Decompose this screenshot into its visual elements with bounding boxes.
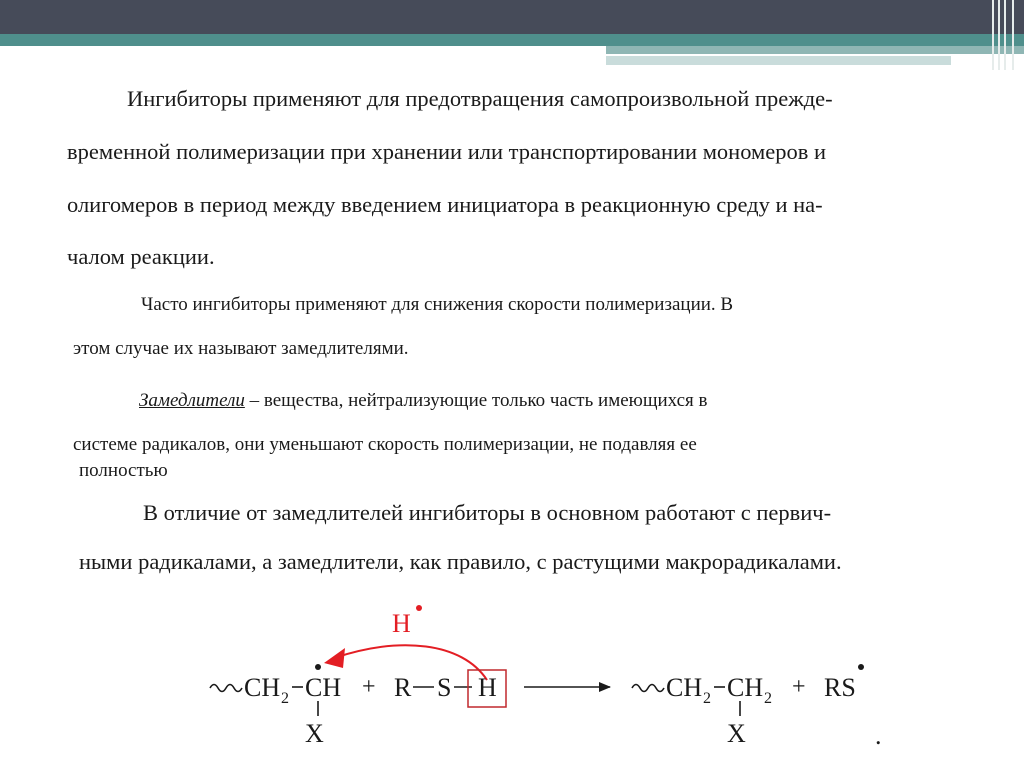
paragraph1-line2: временной полимеризации при хранении или транспортировании мономеров и (67, 139, 827, 164)
paragraph3-line1 (139, 390, 707, 412)
radical-dot-right (858, 664, 864, 670)
paragraph4-line2: ными радикалами, а замедлители, как правило, с растущими макрорадикалами. (79, 549, 842, 574)
right-ch2-b: CH (727, 673, 764, 702)
plus-sign-2: + (792, 674, 806, 700)
paragraph2-line2: этом случае их называют замедлителями. (73, 338, 409, 359)
top-teal-bar (0, 34, 1024, 46)
product-rs: RS (824, 673, 856, 702)
paragraph2-line1: Часто ингибиторы применяют для снижения скорости полимеризации. В (141, 294, 734, 315)
wavy-chain-right (632, 685, 664, 692)
right-x: X (727, 719, 746, 748)
paragraph4-line1: В отличие от замедлителей ингибиторы в основном работают с первич- (143, 500, 832, 525)
h-radical-dot (416, 605, 422, 611)
teal-accent-bar-light (606, 56, 951, 65)
reaction-scheme (0, 590, 1024, 760)
radical-dot-left (315, 664, 321, 670)
paragraph3-line3: полностью (79, 460, 168, 481)
left-ch2-subscript: 2 (281, 690, 289, 707)
plus-sign-1: + (362, 674, 376, 700)
right-ch2-b-subscript: 2 (764, 690, 772, 707)
paragraph1-line4: чалом реакции. (67, 244, 215, 269)
term-zamedliteli: Замедлители (139, 390, 245, 411)
wavy-chain-left (210, 685, 242, 692)
transfer-arrow-head (324, 648, 345, 668)
teal-accent-bar (606, 46, 1024, 54)
paragraph3-line2: системе радикалов, они уменьшают скорость полимеризации, не подавляя ее (73, 434, 697, 455)
reagent-s: S (437, 673, 452, 702)
reagent-r: R (394, 673, 412, 702)
left-ch2: CH (244, 673, 281, 702)
right-ch2-a: CH (666, 673, 703, 702)
paragraph1-line3: олигомеров в период между введением инициатора в реакционную среду и на- (67, 192, 823, 217)
right-ch2-a-subscript: 2 (703, 690, 711, 707)
top-dark-bar (0, 0, 1024, 34)
trailing-period: . (875, 721, 882, 750)
h-radical-label: H (392, 609, 411, 638)
reagent-h: H (478, 673, 497, 702)
left-ch: CH (305, 673, 342, 702)
paragraph3-line1-rest: – вещества, нейтрализующие только часть имеющихся в (244, 390, 708, 411)
paragraph1-line1: Ингибиторы применяют для предотвращения самопроизвольной прежде- (127, 86, 833, 111)
left-x: X (305, 719, 324, 748)
corner-decoration (984, 0, 1024, 70)
